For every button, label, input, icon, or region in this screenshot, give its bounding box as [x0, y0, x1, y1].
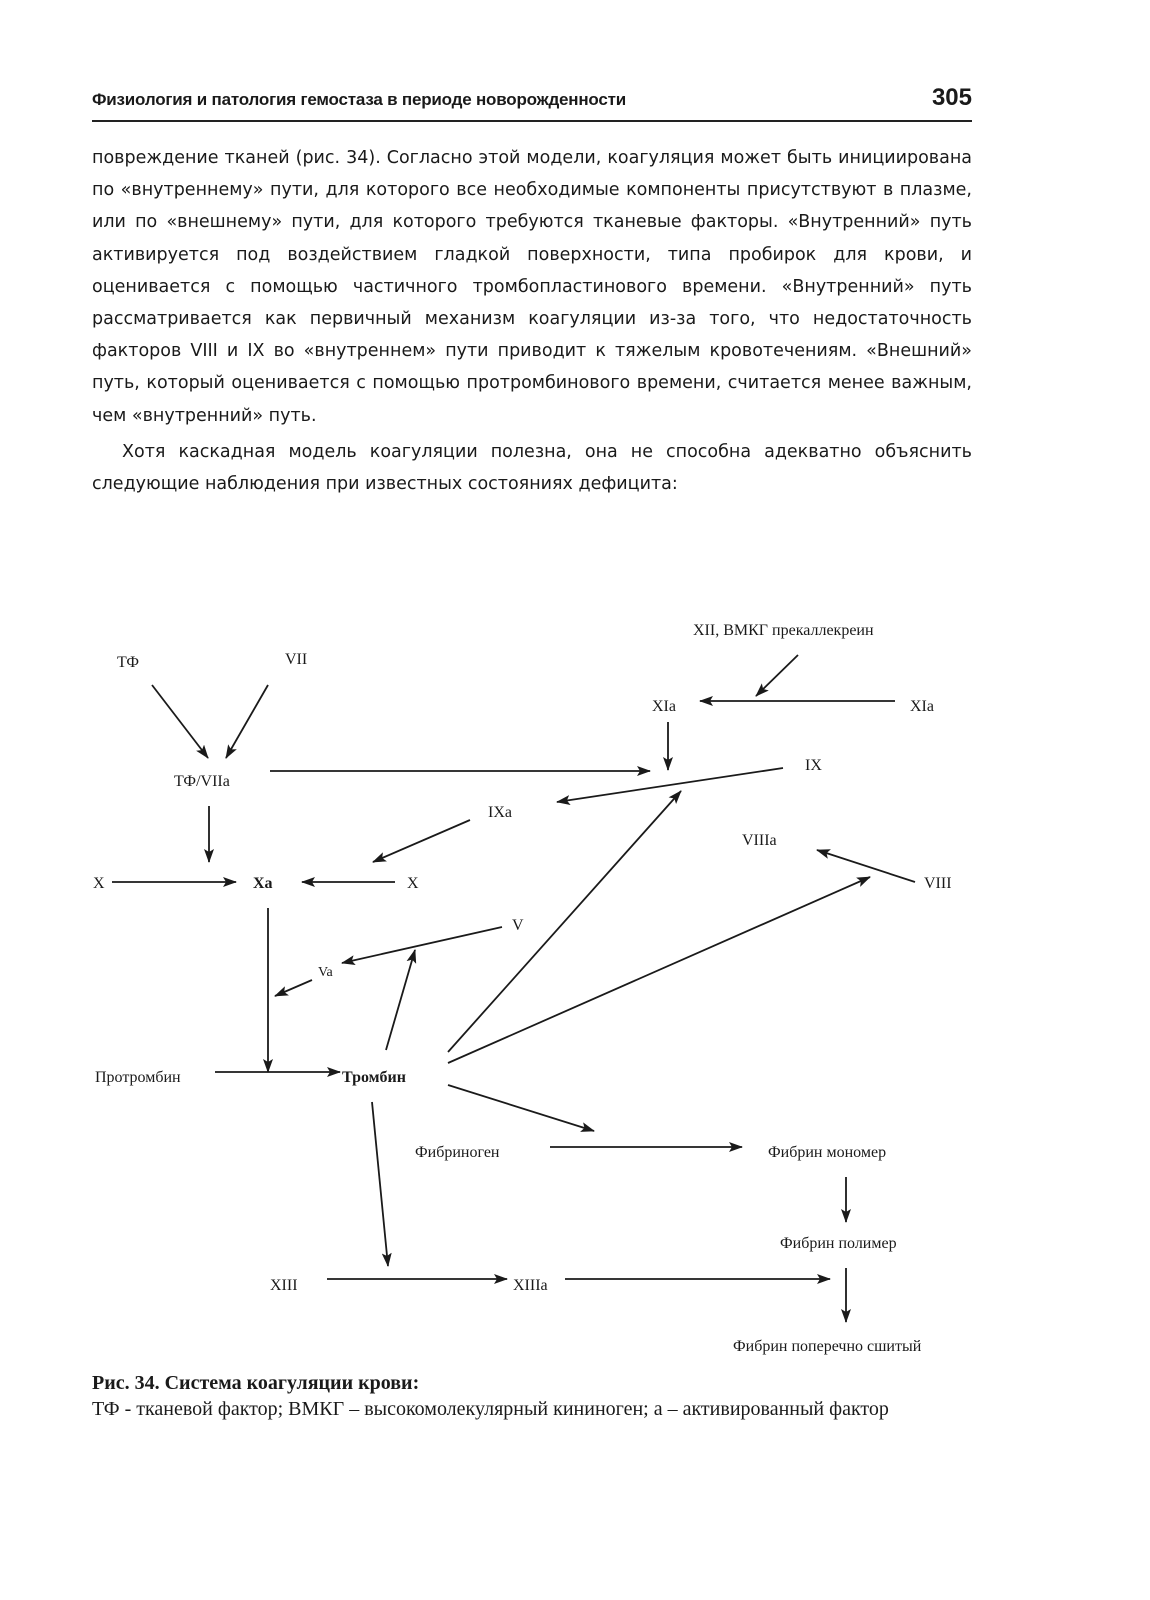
figure-caption — [92, 1370, 972, 1422]
node-fibrin-monomer: Фибрин мономер — [768, 1144, 887, 1161]
arrow-tf-to-tfviia — [152, 685, 208, 758]
arrow-viii-to-viiia — [817, 850, 915, 882]
node-v: V — [512, 917, 524, 934]
arrow-thrombin-to-v — [386, 950, 415, 1050]
node-prothrombin: Протромбин — [95, 1069, 181, 1086]
arrow-thrombin-to-ix — [448, 791, 681, 1052]
arrow-va-to-line — [275, 980, 312, 996]
node-xia-left: XIa — [652, 698, 676, 715]
running-title: Физиология и патология гемостаза в периоде новорожденности — [92, 90, 627, 109]
node-xia-right: XIa — [910, 698, 934, 715]
node-ixa: IXa — [488, 804, 512, 821]
node-fibrinogen: Фибриноген — [415, 1144, 500, 1161]
paragraph: повреждение тканей (рис. 34). Согласно этой модели, коагуляция может быть инициирована по «внутреннему» пути, для которого все необходимые компоненты присутствуют в плазме, или по «внешнему» пути, для которого требуются тканевые факторы. «Внутренний» путь активируется под воздействием гладкой поверхности, типа пробирок для крови, и оценивается с помощью частичного тромбопластинового времени. «Внутренний» путь рассматривается как первичный механизм коагуляции из-за того, что недостаточность факторов VIII и IX во «внутреннем» пути приводит к тяжелым кровотечениям. «Внешний» путь, который оценивается с помощью протромбинового времени, считается менее важным, чем «внутренний» путь. — [92, 148, 972, 426]
caption-text: ТФ - тканевой фактор; ВМКГ – высокомолекулярный кининоген; а – активированный фактор — [92, 1398, 889, 1420]
arrow-v-to-va — [342, 927, 502, 963]
node-x-left: X — [93, 875, 105, 892]
arrow-vii-to-tfviia — [226, 685, 268, 758]
node-thrombin: Тромбин — [342, 1069, 406, 1086]
arrow-xii-to-xia — [756, 655, 798, 696]
node-vii: VII — [285, 651, 308, 668]
node-x-right: X — [407, 875, 419, 892]
arrow-ixa-to-xa — [373, 820, 470, 862]
page-number: 305 — [931, 84, 972, 111]
node-tf: ТФ — [117, 654, 140, 671]
node-va: Va — [318, 965, 333, 980]
node-xii-group: XII, ВМКГ прекаллекреин — [693, 622, 874, 639]
node-xa: Xa — [253, 875, 273, 892]
arrow-thrombin-to-xiii — [372, 1102, 388, 1266]
caption-title: Рис. 34. Система коагуляции крови: — [92, 1372, 420, 1394]
node-viiia: VIIIa — [742, 832, 777, 849]
node-xiiia: XIIIa — [513, 1277, 548, 1294]
node-ix: IX — [805, 757, 822, 774]
node-tf-viia: ТФ/VIIa — [174, 773, 230, 790]
node-fibrin-crosslinked: Фибрин поперечно сшитый — [733, 1338, 922, 1355]
arrow-ix-to-ixa — [557, 768, 783, 802]
node-xiii: XIII — [270, 1277, 298, 1294]
node-fibrin-polymer: Фибрин полимер — [780, 1235, 897, 1252]
paragraph: Хотя каскадная модель коагуляции полезна, она не способна адекватно объяснить следующие наблюдения при известных состояниях дефицита: — [92, 441, 972, 495]
arrow-thrombin-to-fibrinogen — [448, 1085, 594, 1131]
arrow-thrombin-to-viii — [448, 877, 870, 1063]
node-viii: VIII — [924, 875, 952, 892]
